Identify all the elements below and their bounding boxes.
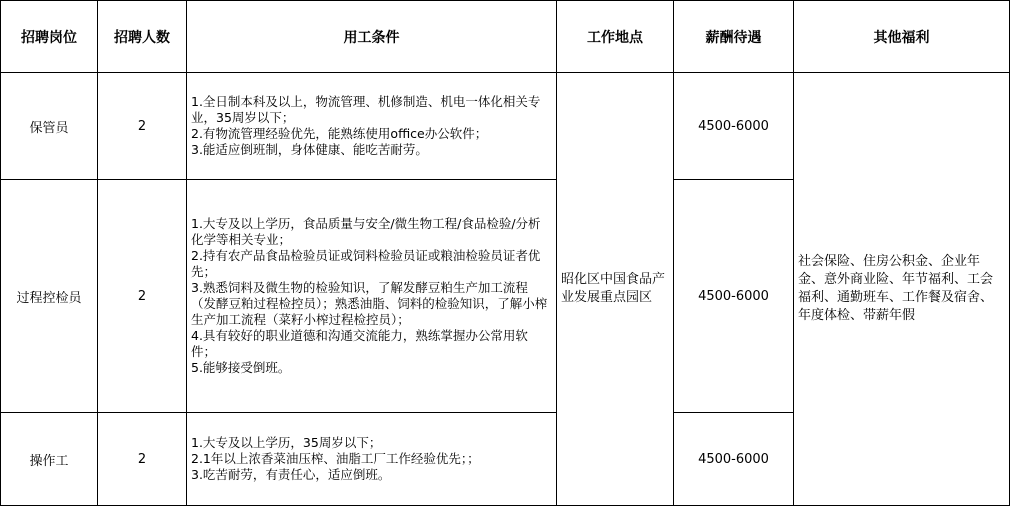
salary-cell: 4500-6000	[674, 413, 794, 506]
position-cell: 操作工	[1, 413, 98, 506]
condition-line: 2.持有农产品食品检验员证或饲料检验员证或粮油检验员证者优先；	[191, 248, 541, 279]
condition-line: 1.全日制本科及以上，物流管理、机修制造、机电一体化相关专业，35周岁以下；	[191, 94, 541, 125]
header-position: 招聘岗位	[1, 1, 98, 73]
condition-line: 2.1年以上浓香菜油压榨、油脂工厂工作经验优先；；	[191, 451, 480, 466]
welfare-cell: 社会保险、住房公积金、企业年金、意外商业险、年节福利、工会福利、通勤班车、工作餐及宿舍、年度体检、带薪年假	[794, 73, 1010, 506]
header-count: 招聘人数	[98, 1, 187, 73]
condition-line: 3.吃苦耐劳，有责任心，适应倒班。	[191, 467, 391, 482]
conditions-cell	[187, 180, 557, 413]
condition-line: 4.具有较好的职业道德和沟通交流能力，熟练掌握办公常用软件；	[191, 328, 528, 359]
count-cell: 2	[98, 413, 187, 506]
condition-line: 3.熟悉饲料及微生物的检验知识，了解发酵豆粕生产加工流程（发酵豆粕过程检控员）；熟悉油脂、饲料的检验知识，了解小榨生产加工流程（菜籽小榨过程检控员）；	[191, 280, 548, 327]
condition-line: 1.大专及以上学历，食品质量与安全/微生物工程/食品检验/分析化学等相关专业；	[191, 216, 541, 247]
position-cell: 过程控检员	[1, 180, 98, 413]
condition-line: 2.有物流管理经验优先，能熟练使用office办公软件；	[191, 126, 488, 141]
condition-line: 3.能适应倒班制，身体健康、能吃苦耐劳。	[191, 142, 428, 157]
salary-cell: 4500-6000	[674, 180, 794, 413]
condition-line: 1.大专及以上学历，35周岁以下；	[191, 435, 382, 450]
position-cell: 保管员	[1, 73, 98, 180]
header-row	[1, 1, 1010, 73]
header-salary: 薪酬待遇	[674, 1, 794, 73]
count-cell: 2	[98, 180, 187, 413]
table-row	[1, 73, 1010, 180]
condition-line: 5.能够接受倒班。	[191, 360, 291, 375]
conditions-cell	[187, 413, 557, 506]
count-cell: 2	[98, 73, 187, 180]
header-conditions: 用工条件	[187, 1, 557, 73]
header-welfare: 其他福利	[794, 1, 1010, 73]
conditions-cell	[187, 73, 557, 180]
salary-cell: 4500-6000	[674, 73, 794, 180]
header-location: 工作地点	[557, 1, 674, 73]
location-cell: 昭化区中国食品产业发展重点园区	[557, 73, 674, 506]
